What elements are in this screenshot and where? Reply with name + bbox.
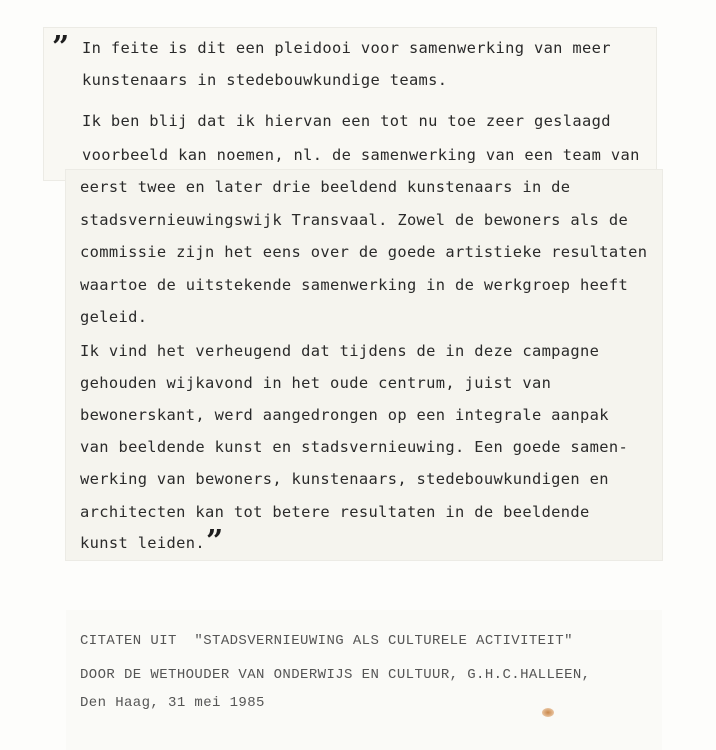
paper-stain <box>542 708 554 717</box>
quote-line: stadsvernieuwingswijk Transvaal. Zowel de bewoners als de <box>80 211 629 229</box>
quote-line: kunst leiden. <box>80 534 206 552</box>
closing-quote-mark: ” <box>206 524 221 559</box>
quote-line: werking van bewoners, kunstenaars, stedebouwkundigen en <box>80 470 609 488</box>
quote-line: Ik vind het verheugend dat tijdens de in deze campagne <box>80 342 600 360</box>
quote-line: voorbeeld kan noemen, nl. de samenwerking van een team van <box>82 146 640 164</box>
opening-quote-mark: ” <box>52 30 67 65</box>
caption-author-line: DOOR DE WETHOUDER VAN ONDERWIJS EN CULTUUR, G.H.C.HALLEEN, <box>80 667 591 683</box>
quote-line: In feite is dit een pleidooi voor samenwerking van meer <box>82 39 611 57</box>
quote-line: commissie zijn het eens over de goede artistieke resultaten <box>80 243 648 261</box>
quote-line: bewonerskant, werd aangedrongen op een integrale aanpak <box>80 406 609 424</box>
quote-line: eerst twee en later drie beeldend kunstenaars in de <box>80 178 571 196</box>
quote-line: waartoe de uitstekende samenwerking in de werkgroep heeft <box>80 276 629 294</box>
quote-line: kunstenaars in stedebouwkundige teams. <box>82 71 448 89</box>
quote-line: Ik ben blij dat ik hiervan een tot nu toe zeer geslaagd <box>82 112 611 130</box>
quote-line: architecten kan tot betere resultaten in de beeldende <box>80 503 590 521</box>
quote-line: van beeldende kunst en stadsvernieuwing. Een goede samen- <box>80 438 629 456</box>
quote-line: geleid. <box>80 308 148 326</box>
quote-line: gehouden wijkavond in het oude centrum, juist van <box>80 374 552 392</box>
caption-place-date-line: Den Haag, 31 mei 1985 <box>80 695 265 711</box>
caption-source-line: CITATEN UIT "STADSVERNIEUWING ALS CULTURELE ACTIVITEIT" <box>80 633 573 649</box>
